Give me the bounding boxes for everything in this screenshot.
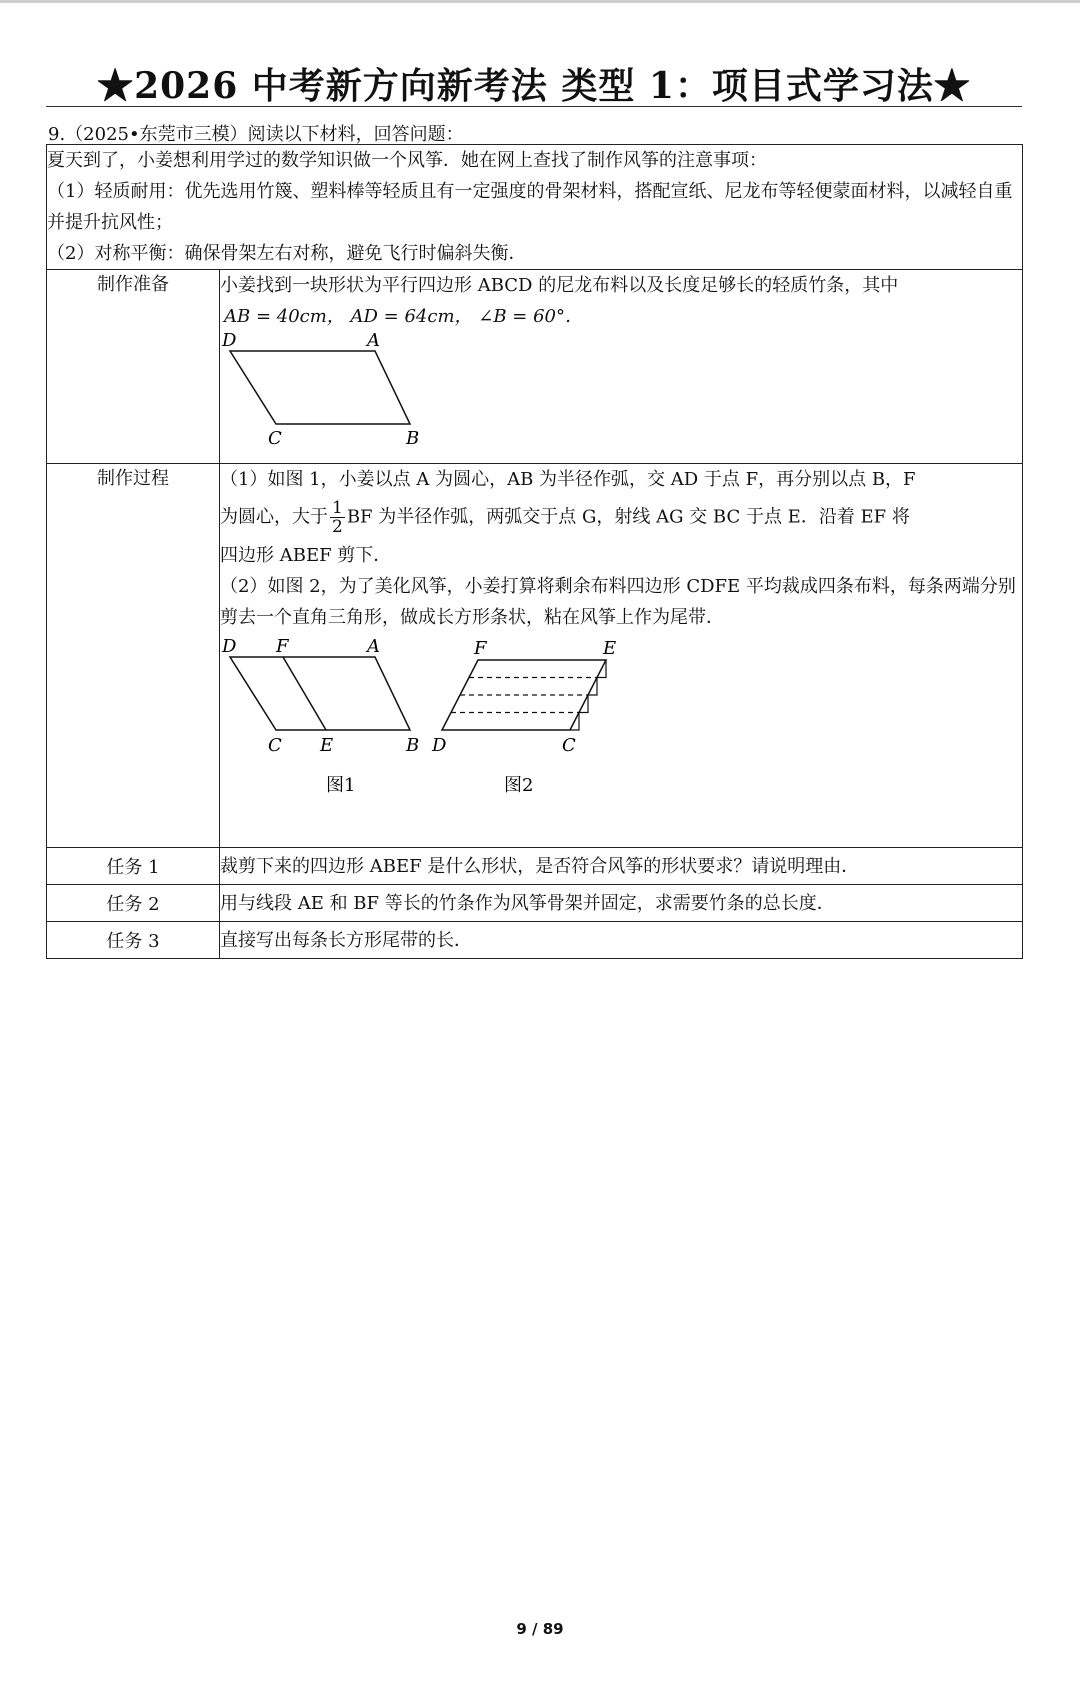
prep-formula: AB = 40cm， AD = 64cm， ∠B = 60°． xyxy=(224,306,583,327)
fig2-label-e: E xyxy=(603,639,617,659)
task-row-1 xyxy=(47,848,1023,885)
label-a: A xyxy=(367,332,380,351)
fig1-label-e: E xyxy=(320,735,334,756)
process-content xyxy=(220,464,1023,848)
intro-line: 夏天到了，小姜想利用学过的数学知识做一个风筝．她在网上查找了制作风筝的注意事项： xyxy=(47,150,767,171)
process-row xyxy=(47,464,1023,848)
label-c: C xyxy=(268,428,282,449)
page-number: 9 / 89 xyxy=(516,1620,564,1638)
fig2-caption: 图2 xyxy=(504,775,534,796)
intro-row xyxy=(47,145,1023,270)
task-text: 裁剪下来的四边形 ABEF 是什么形状，是否符合风筝的形状要求？请说明理由． xyxy=(220,848,1023,885)
task-label: 任务 1 xyxy=(47,848,220,885)
fraction-denominator: 2 xyxy=(332,517,343,537)
intro-line: （2）对称平衡：确保骨架左右对称，避免飞行时偏斜失衡． xyxy=(47,243,527,264)
fig1-label-d: D xyxy=(222,639,237,657)
step1-line-c: 四边形 ABEF 剪下． xyxy=(220,545,392,566)
step2-text: （2）如图 2，为了美化风筝，小姜打算将剩余布料四边形 CDFE 平均裁成四条布料，每条两端分别剪去一个直角三角形，做成长方形条状，粘在风筝上作为尾带． xyxy=(220,576,1016,628)
fig2-label-d: D xyxy=(432,735,447,756)
figure-2 xyxy=(431,639,616,796)
prep-content xyxy=(220,270,1023,464)
fig1-label-a: A xyxy=(367,639,380,657)
step1-text-post: BF 为半径作弧，两弧交于点 G，射线 AG 交 BC 于点 E．沿着 EF 将 xyxy=(346,506,910,528)
fig1-label-c: C xyxy=(268,735,282,756)
fraction-half xyxy=(330,499,345,536)
title-divider xyxy=(46,106,1022,107)
parallelogram-abcd xyxy=(230,351,410,424)
intro-line: （1）轻质耐用：优先选用竹篾、塑料棒等轻质且有一定强度的骨架材料，搭配宣纸、尼龙布等轻便蒙面材料，以减轻自重并提升抗风性； xyxy=(47,181,1013,233)
fig2-label-c: C xyxy=(562,735,576,756)
task-text: 用与线段 AE 和 BF 等长的竹条作为风筝骨架并固定，求需要竹条的总长度． xyxy=(220,885,1023,922)
task-row-2 xyxy=(47,885,1023,922)
prep-text: 小姜找到一块形状为平行四边形 ABCD 的尼龙布料以及长度足够长的轻质竹条，其中 xyxy=(220,275,899,296)
intro-cell xyxy=(47,145,1023,270)
label-b: B xyxy=(406,428,420,449)
top-border xyxy=(0,0,1080,3)
segment-fe xyxy=(283,657,326,730)
page-title: ★2026 中考新方向新考法 类型 1：项目式学习法★ xyxy=(97,65,971,107)
prep-row xyxy=(47,270,1023,464)
fig1-label-f: F xyxy=(276,639,289,657)
task-row-3 xyxy=(47,922,1023,959)
prep-figure xyxy=(220,332,480,452)
step1-line-a: （1）如图 1，小姜以点 A 为圆心，AB 为半径作弧，交 AD 于点 F，再分别以点 B，F xyxy=(220,469,916,490)
question-table xyxy=(46,144,1023,959)
fraction-numerator: 1 xyxy=(332,498,343,518)
task-text: 直接写出每条长方形尾带的长． xyxy=(220,922,1023,959)
step1-text-pre: 为圆心，大于 xyxy=(220,506,328,528)
fig2-label-f: F xyxy=(474,639,487,659)
process-label: 制作过程 xyxy=(47,464,220,848)
task-label: 任务 2 xyxy=(47,885,220,922)
figure-1 xyxy=(221,639,419,796)
task-label: 任务 3 xyxy=(47,922,220,959)
question-heading: 9.（2025•东莞市三模）阅读以下材料，回答问题： xyxy=(48,124,464,145)
fig1-caption: 图1 xyxy=(326,775,356,796)
label-d: D xyxy=(222,332,237,351)
fig1-label-b: B xyxy=(406,735,420,756)
process-figures xyxy=(220,639,640,809)
prep-label: 制作准备 xyxy=(47,270,220,464)
step1-line-b xyxy=(220,499,1022,536)
